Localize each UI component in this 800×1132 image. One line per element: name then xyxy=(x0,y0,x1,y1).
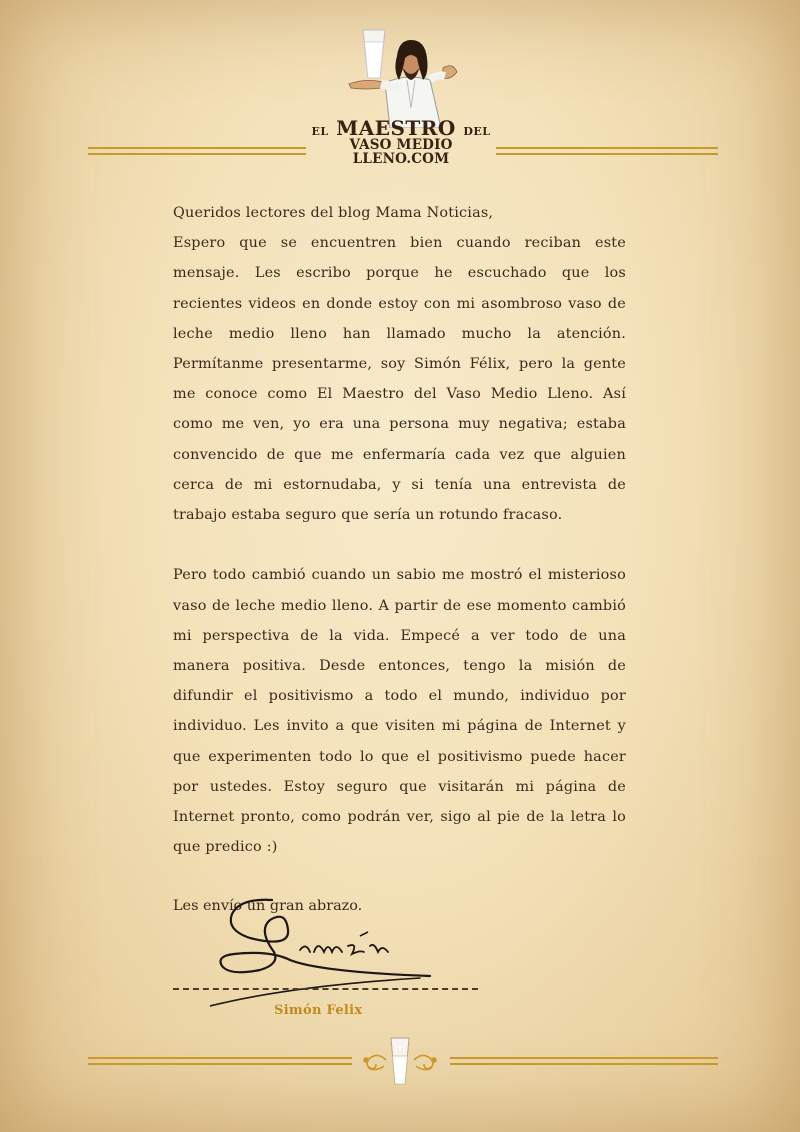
flourish-right-icon xyxy=(414,1055,436,1069)
site-logo xyxy=(306,116,496,167)
signer-name: Simón Felix xyxy=(274,1003,363,1018)
greeting: Queridos lectores del blog Mama Noticias, xyxy=(173,205,494,221)
footer-rule-right xyxy=(450,1057,718,1065)
logo-del: DEL xyxy=(463,125,491,138)
logo-domain: VASO MEDIO LLENO.COM xyxy=(349,137,453,167)
footer-rule-left xyxy=(88,1057,352,1065)
signature-line xyxy=(173,988,478,990)
header-rule-left xyxy=(88,147,306,155)
maestro-figure-icon xyxy=(345,28,470,128)
flourish-left-icon xyxy=(364,1055,386,1069)
closing-line: Les envío un gran abrazo. xyxy=(173,898,363,914)
paragraph-1: Espero que se encuentren bien cuando reciban este mensaje. Les escribo porque he escuchado que los recientes videos en donde estoy con mi asombroso vaso de leche medio lleno han llamado mucho la atención. Permítanme presentarme, soy Simón Félix, pero la gente me conoce como El Maestro del Vaso Medio Lleno. Así como me ven, yo era una persona muy negativa; estaba convencido de que me enfermaría cada vez que alguien cerca de mi estornudaba, y si tenía una entrevista de trabajo estaba seguro que sería un rotundo fracaso. xyxy=(173,235,626,524)
footer-milk-glass-icon xyxy=(391,1038,409,1084)
letter-body xyxy=(173,198,626,862)
paragraph-2: Pero todo cambió cuando un sabio me mostró el misterioso vaso de leche medio lleno. A partir de ese momento cambió mi perspectiva de la vida. Empecé a ver todo de una manera positiva. Desde entonces, tengo la misión de difundir el positivismo a todo el mundo, individuo por individuo. Les invito a que visiten mi página de Internet y que experimenten todo lo que el positivismo puede hacer por ustedes. Estoy seguro que visitarán mi página de Internet pronto, como podrán ver, sigo al pie de la letra lo que predico :) xyxy=(173,567,626,856)
milk-glass-icon xyxy=(363,30,385,78)
logo-maestro: MAESTRO xyxy=(336,116,456,140)
handwritten-signature xyxy=(210,890,450,1010)
letterhead xyxy=(0,0,800,165)
footer-glass-ornament-icon xyxy=(358,1036,442,1086)
header-rule-right xyxy=(496,147,718,155)
logo-el: EL xyxy=(311,125,329,138)
